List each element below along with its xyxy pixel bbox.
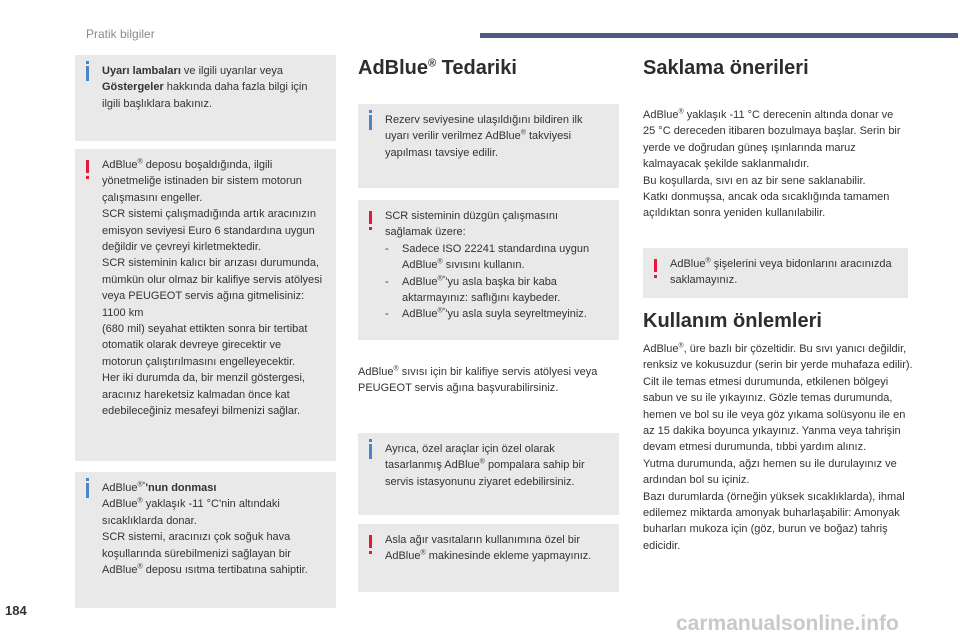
paragraph-service-network: AdBlue® sıvısı için bir kalifiye servis atölyesi veya PEUGEOT servis ağına başvurabilirsiniz. (358, 365, 598, 395)
warning-icon (369, 211, 372, 224)
list-item: - AdBlue®*'yu asla başka bir kaba aktarmayınız: saflığını kaybeder. (385, 274, 607, 307)
list-item: - AdBlue®*'yu asla suyla seyreltmeyiniz. (385, 306, 607, 322)
heading-storage-recommendations: Saklama önerileri (643, 57, 809, 79)
warning-icon (654, 259, 657, 272)
info-box-adblue-freezing: AdBlue®*'nun donması AdBlue® yaklaşık -11 °C'nin altındaki sıcaklıklarda donar. SCR sistemi, aracınızı çok soğuk hava koşullarında sürebilmenizi sağlayan bir AdBlue® deposu ısıtma tertibatına sahiptir. (75, 472, 336, 608)
info-icon (369, 444, 372, 459)
list-item: - Sadece ISO 22241 standardına uygun AdBlue® sıvısını kullanın. (385, 241, 607, 274)
header-bar (480, 33, 958, 38)
warning-box-adblue-empty: AdBlue® deposu boşaldığında, ilgili yönetmeliğe istinaden bir sistem motorun çalışmasını engeller. SCR sistemi çalışmadığında artık aracınızın emisyon seviyesi Euro 6 standardına uygun değildir ve çevreyi kirletmektedir. SCR sisteminin kalıcı bir arızası durumunda, mümkün olur olmaz bir kalifiye servis atölyesi veya PEUGEOT servis ağına gitmelisiniz: 1100 km (680 mil) seyahat ettikten sonra bir tertibat otomatik olarak devreye girecektir ve motorun çalıştırılmasını engelleyecektir. Her iki durumda da, bir menzil göstergesi, aracınız hareketsiz kalmadan önce kat edebileceğiniz mesafeyi bilmenizi sağlar. (75, 149, 336, 461)
warning-box-scr-system: SCR sisteminin düzgün çalışmasını sağlamak üzere: - Sadece ISO 22241 standardına uygun AdBlue® sıvısını kullanın. - AdBlue®*'yu asla başka bir kaba aktarmayınız: saflığını kaybeder. - AdBlue®*'yu asla suyla seyreltmeyiniz. (358, 200, 619, 340)
warning-icon (369, 535, 372, 548)
info-box-reserve-level: Rezerv seviyesine ulaşıldığını bildiren ilk uyarı verilir verilmez AdBlue® takviyesi yapılması tavsiye edilir. (358, 104, 619, 188)
info-icon (86, 66, 89, 81)
info-icon (86, 483, 89, 498)
scr-instructions-list (385, 241, 607, 323)
heading-usage-precautions: Kullanım önlemleri (643, 310, 822, 332)
paragraph-storage: AdBlue® yaklaşık -11 °C derecenin altında donar ve 25 °C dereceden itibaren bozulmaya başlar. Serin bir yerde ve doğrudan güneş ışınlarında maruz kalmayacak şekilde saklanmalıdır. Bu koşullarda, sıvı en az bir sene saklanabilir. Katkı donmuşsa, ancak oda sıcaklığında tamamen açıldıktan sonra yeniden kullanılabilir. (643, 108, 901, 220)
info-icon (369, 115, 372, 130)
info-box-special-vehicles: Ayrıca, özel araçlar için özel olarak tasarlanmış AdBlue® pompalara sahip bir servis istasyonunu ziyaret edebilirsiniz. (358, 433, 619, 515)
warning-box-storage-in-vehicle: AdBlue® şişelerini veya bidonlarını aracınızda saklamayınız. (643, 248, 908, 298)
warning-icon (86, 160, 89, 173)
page-number: 184 (5, 603, 27, 618)
watermark: carmanualsonline.info (676, 612, 899, 635)
heading-adblue-supply: AdBlue® Tedariki (358, 57, 517, 79)
warning-box-heavy-vehicles: Asla ağır vasıtaların kullanımına özel bir AdBlue® makinesinde ekleme yapmayınız. (358, 524, 619, 592)
paragraph-usage-precautions: AdBlue®, üre bazlı bir çözeltidir. Bu sıvı yanıcı değildir, renksiz ve kokusuzdur (serin bir yerde muhafaza edilir). Cilt ile temas etmesi durumunda, etkilenen bölgeyi sabun ve su ile yıkayınız. Gözle temas durumunda, hemen ve bol su ile veya göz yıkama solüsyonu ile en az 15 dakika boyunca yıkayınız. Yanma veya tahrişin devam etmesi durumunda, tıbbi yardım alınız. Yutma durumunda, ağzı hemen su ile durulayınız ve ardından bol su içiniz. Bazı durumlarda (örneğin yüksek sıcaklıklarda), ihmal edilemez miktarda amonyak buharlaşabilir: Amonyak buharları mukoza için (göz, burun ve boğaz) tahriş edicidir. (643, 342, 913, 552)
section-title: Pratik bilgiler (86, 27, 155, 41)
info-box-warning-lights: Uyarı lambaları ve ilgili uyarılar veya Göstergeler hakkında daha fazla bilgi için ilgili başlıklara bakınız. (75, 55, 336, 141)
